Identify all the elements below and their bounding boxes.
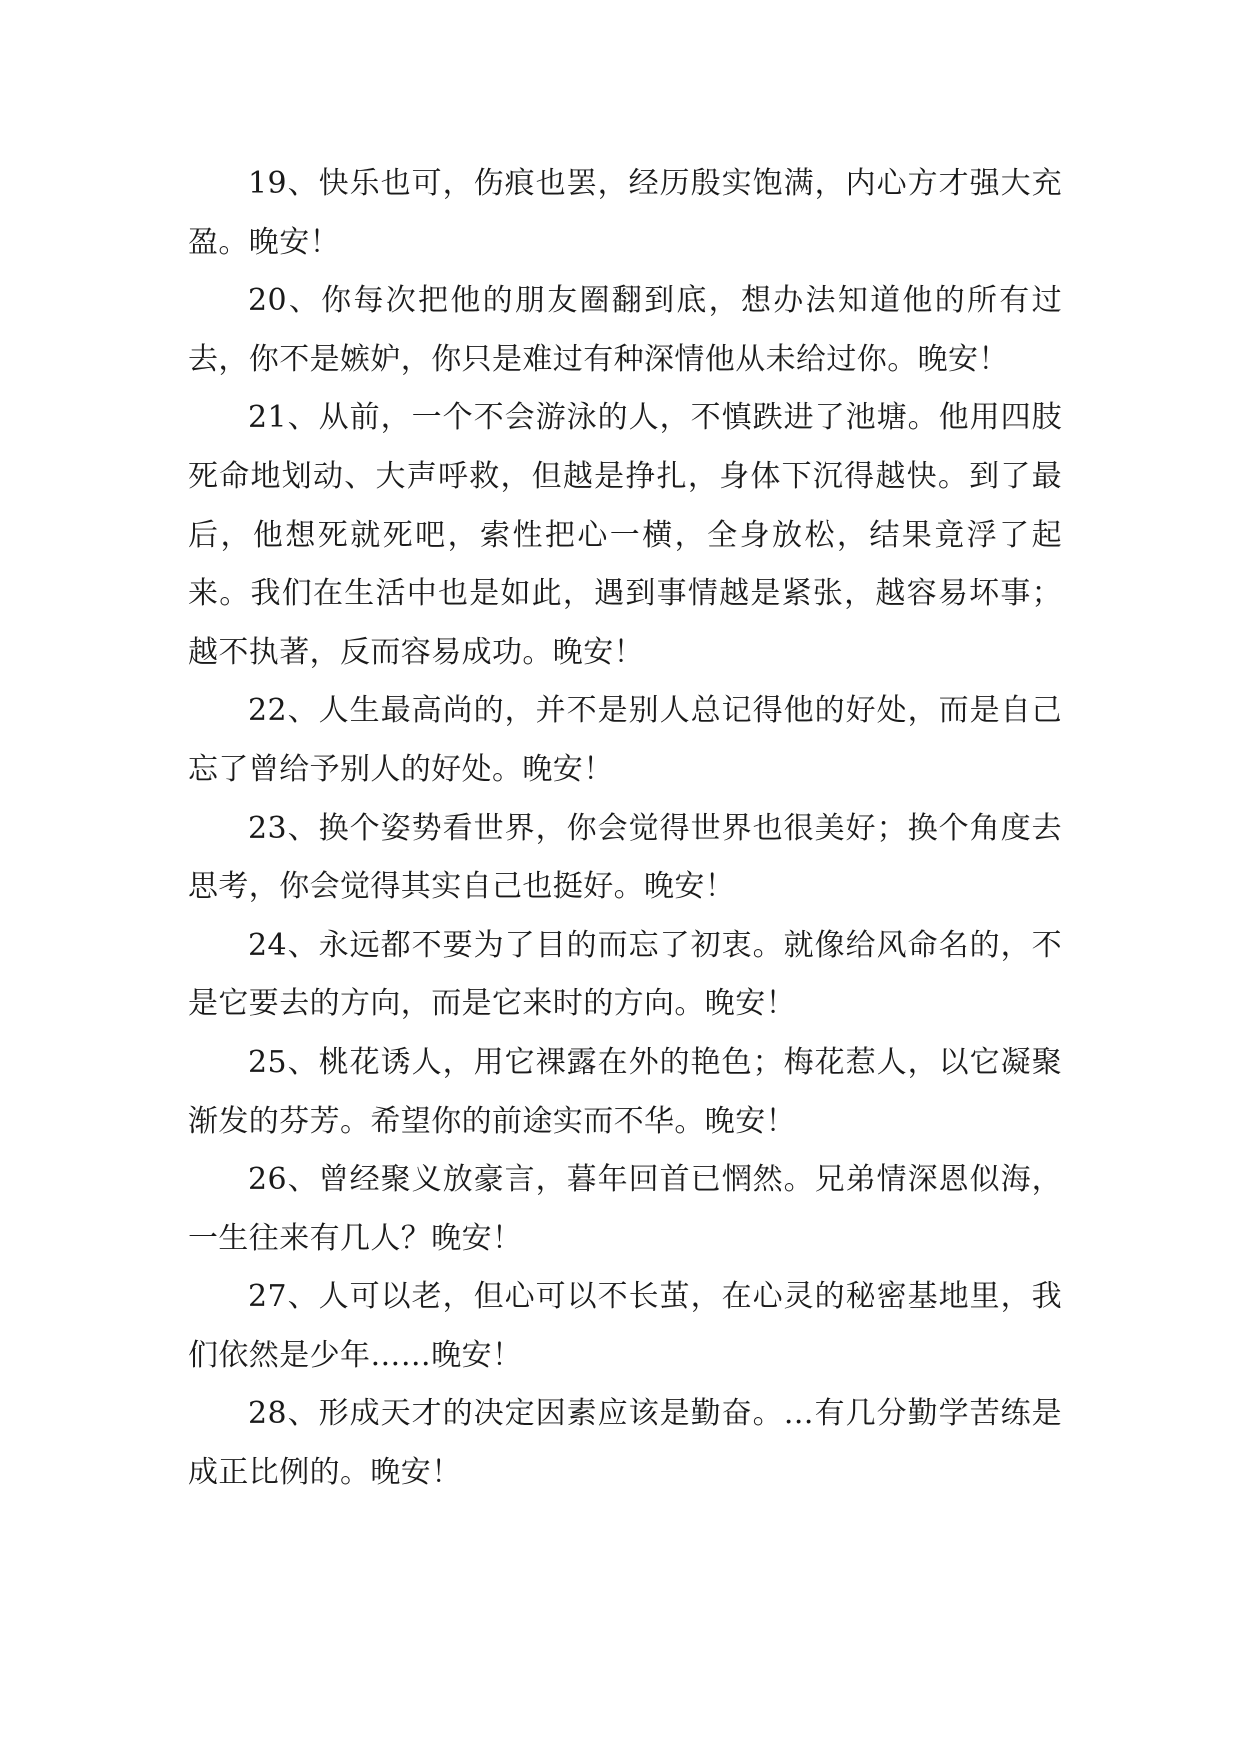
paragraph-28: 28、形成天才的决定因素应该是勤奋。…有几分勤学苦练是成正比例的。晚安！ [188, 1396, 1062, 1491]
paragraph-23: 23、换个姿势看世界，你会觉得世界也很美好；换个角度去思考，你会觉得其实自己也挺好。晚安！ [188, 810, 1062, 905]
document-body [188, 155, 1062, 1503]
paragraph-24: 24、永远都不要为了目的而忘了初衷。就像给风命名的，不是它要去的方向，而是它来时的方向。晚安！ [188, 927, 1062, 1022]
paragraph-20: 20、你每次把他的朋友圈翻到底，想办法知道他的所有过去，你不是嫉妒，你只是难过有种深情他从未给过你。晚安！ [188, 283, 1062, 377]
paragraph-22: 22、人生最高尚的，并不是别人总记得他的好处，而是自己忘了曾给予别人的好处。晚安！ [188, 693, 1062, 787]
paragraph-21: 21、从前，一个不会游泳的人，不慎跌进了池塘。他用四肢死命地划动、大声呼救，但越是挣扎，身体下沉得越快。到了最后，他想死就死吧，索性把心一横，全身放松，结果竟浮了起来。我们在生活中也是如此，遇到事情越是紧张，越容易坏事；越不执著，反而容易成功。晚安！ [188, 400, 1062, 670]
paragraph-27: 27、人可以老，但心可以不长茧，在心灵的秘密基地里，我们依然是少年……晚安！ [188, 1279, 1062, 1373]
paragraph-19: 19、快乐也可，伤痕也罢，经历殷实饱满，内心方才强大充盈。晚安！ [188, 166, 1062, 260]
paragraph-26: 26、曾经聚义放豪言，暮年回首已惘然。兄弟情深恩似海，一生往来有几人？晚安！ [188, 1162, 1062, 1256]
paragraph-25: 25、桃花诱人，用它裸露在外的艳色；梅花惹人，以它凝聚渐发的芬芳。希望你的前途实而不华。晚安！ [188, 1044, 1062, 1139]
